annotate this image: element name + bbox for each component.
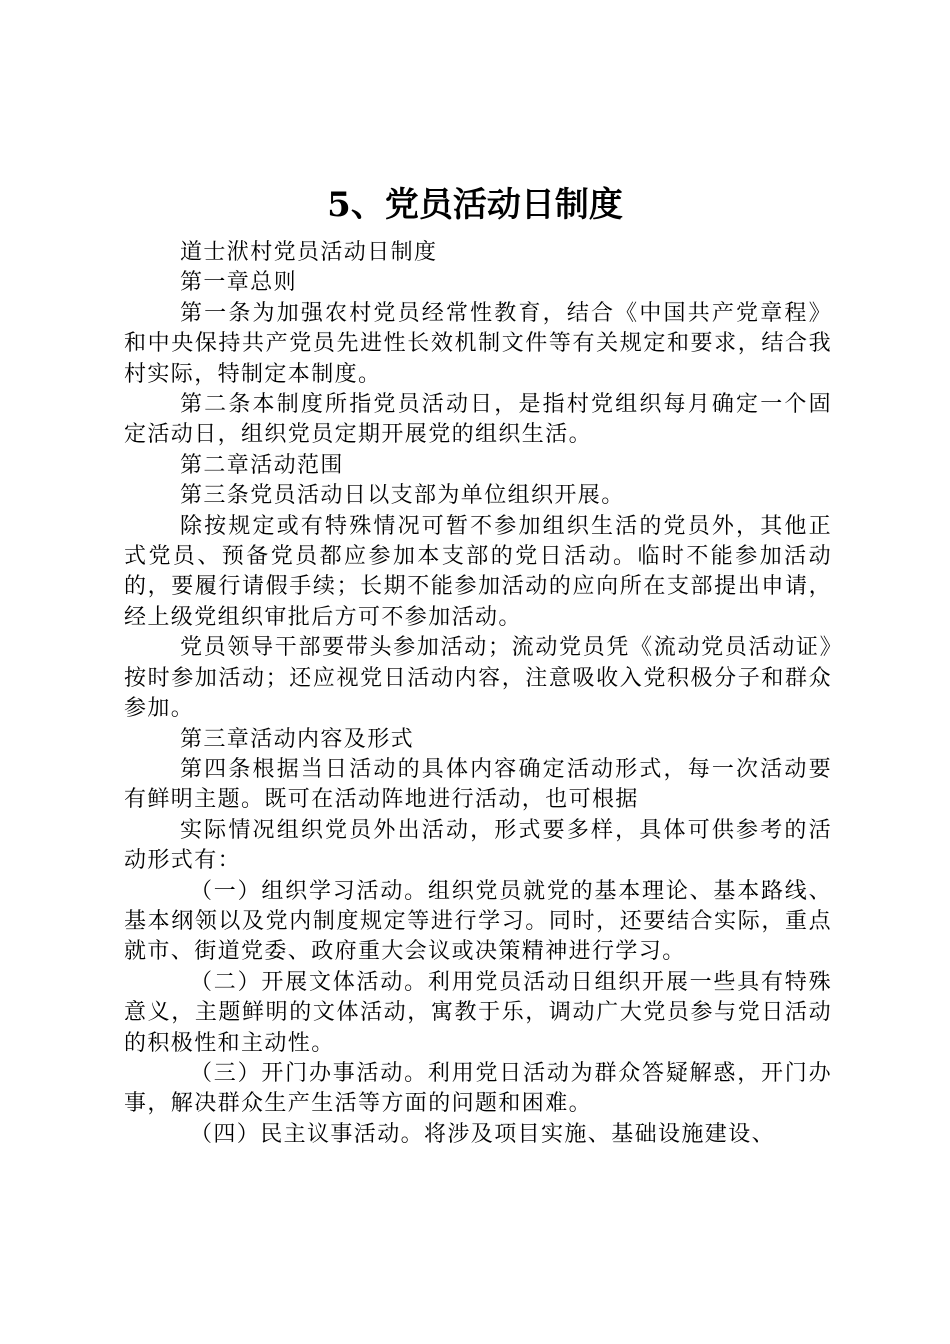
paragraph-participation-rules: 除按规定或有特殊情况可暂不参加组织生活的党员外，其他正式党员、预备党员都应参加本支部的党日活动。临时不能参加活动的，要履行请假手续；长期不能参加活动的应向所在支部提出申请，经上级党组织审批后方可不参加活动。 (124, 513, 832, 630)
paragraph-activity-forms-intro: 实际情况组织党员外出活动，形式要多样，具体可供参考的活动形式有： (124, 817, 832, 874)
paragraph-article-1: 第一条为加强农村党员经常性教育，结合《中国共产党章程》和中央保持共产党员先进性长效机制文件等有关规定和要求，结合我村实际，特制定本制度。 (124, 300, 832, 387)
paragraph-item-culture-sports: （二）开展文体活动。利用党员活动日组织开展一些具有特殊意义，主题鲜明的文体活动，寓教于乐，调动广大党员参与党日活动的积极性和主动性。 (124, 969, 832, 1056)
paragraph-article-2: 第二条本制度所指党员活动日，是指村党组织每月确定一个固定活动日，组织党员定期开展党的组织生活。 (124, 392, 832, 448)
document-body (124, 238, 832, 1150)
paragraph-article-3: 第三条党员活动日以支部为单位组织开展。 (180, 483, 625, 509)
paragraph-leaders-participation: 党员领导干部要带头参加活动；流动党员凭《流动党员活动证》按时参加活动；还应视党日活动内容，注意吸收入党积极分子和群众参加。 (124, 635, 832, 722)
paragraph-chapter-1-heading: 第一章总则 (180, 270, 298, 296)
paragraph-village-title: 道士洑村党员活动日制度 (180, 240, 438, 265)
paragraph-chapter-3-heading: 第三章活动内容及形式 (180, 726, 415, 752)
paragraph-chapter-2-heading: 第二章活动范围 (180, 452, 344, 478)
paragraph-item-democratic-discussion: （四）民主议事活动。将涉及项目实施、基础设施建设、 (190, 1121, 776, 1147)
paragraph-article-4: 第四条根据当日活动的具体内容确定活动形式，每一次活动要有鲜明主题。既可在活动阵地进行活动，也可根据 (124, 756, 832, 813)
document-title: 5、党员活动日制度 (327, 185, 623, 225)
paragraph-item-open-service: （三）开门办事活动。利用党日活动为群众答疑解惑，开门办事，解决群众生产生活等方面的问题和困难。 (124, 1060, 832, 1117)
paragraph-item-study: （一）组织学习活动。组织党员就党的基本理论、基本路线、基本纲领以及党内制度规定等进行学习。同时，还要结合实际，重点就市、街道党委、政府重大会议或决策精神进行学习。 (124, 878, 832, 965)
